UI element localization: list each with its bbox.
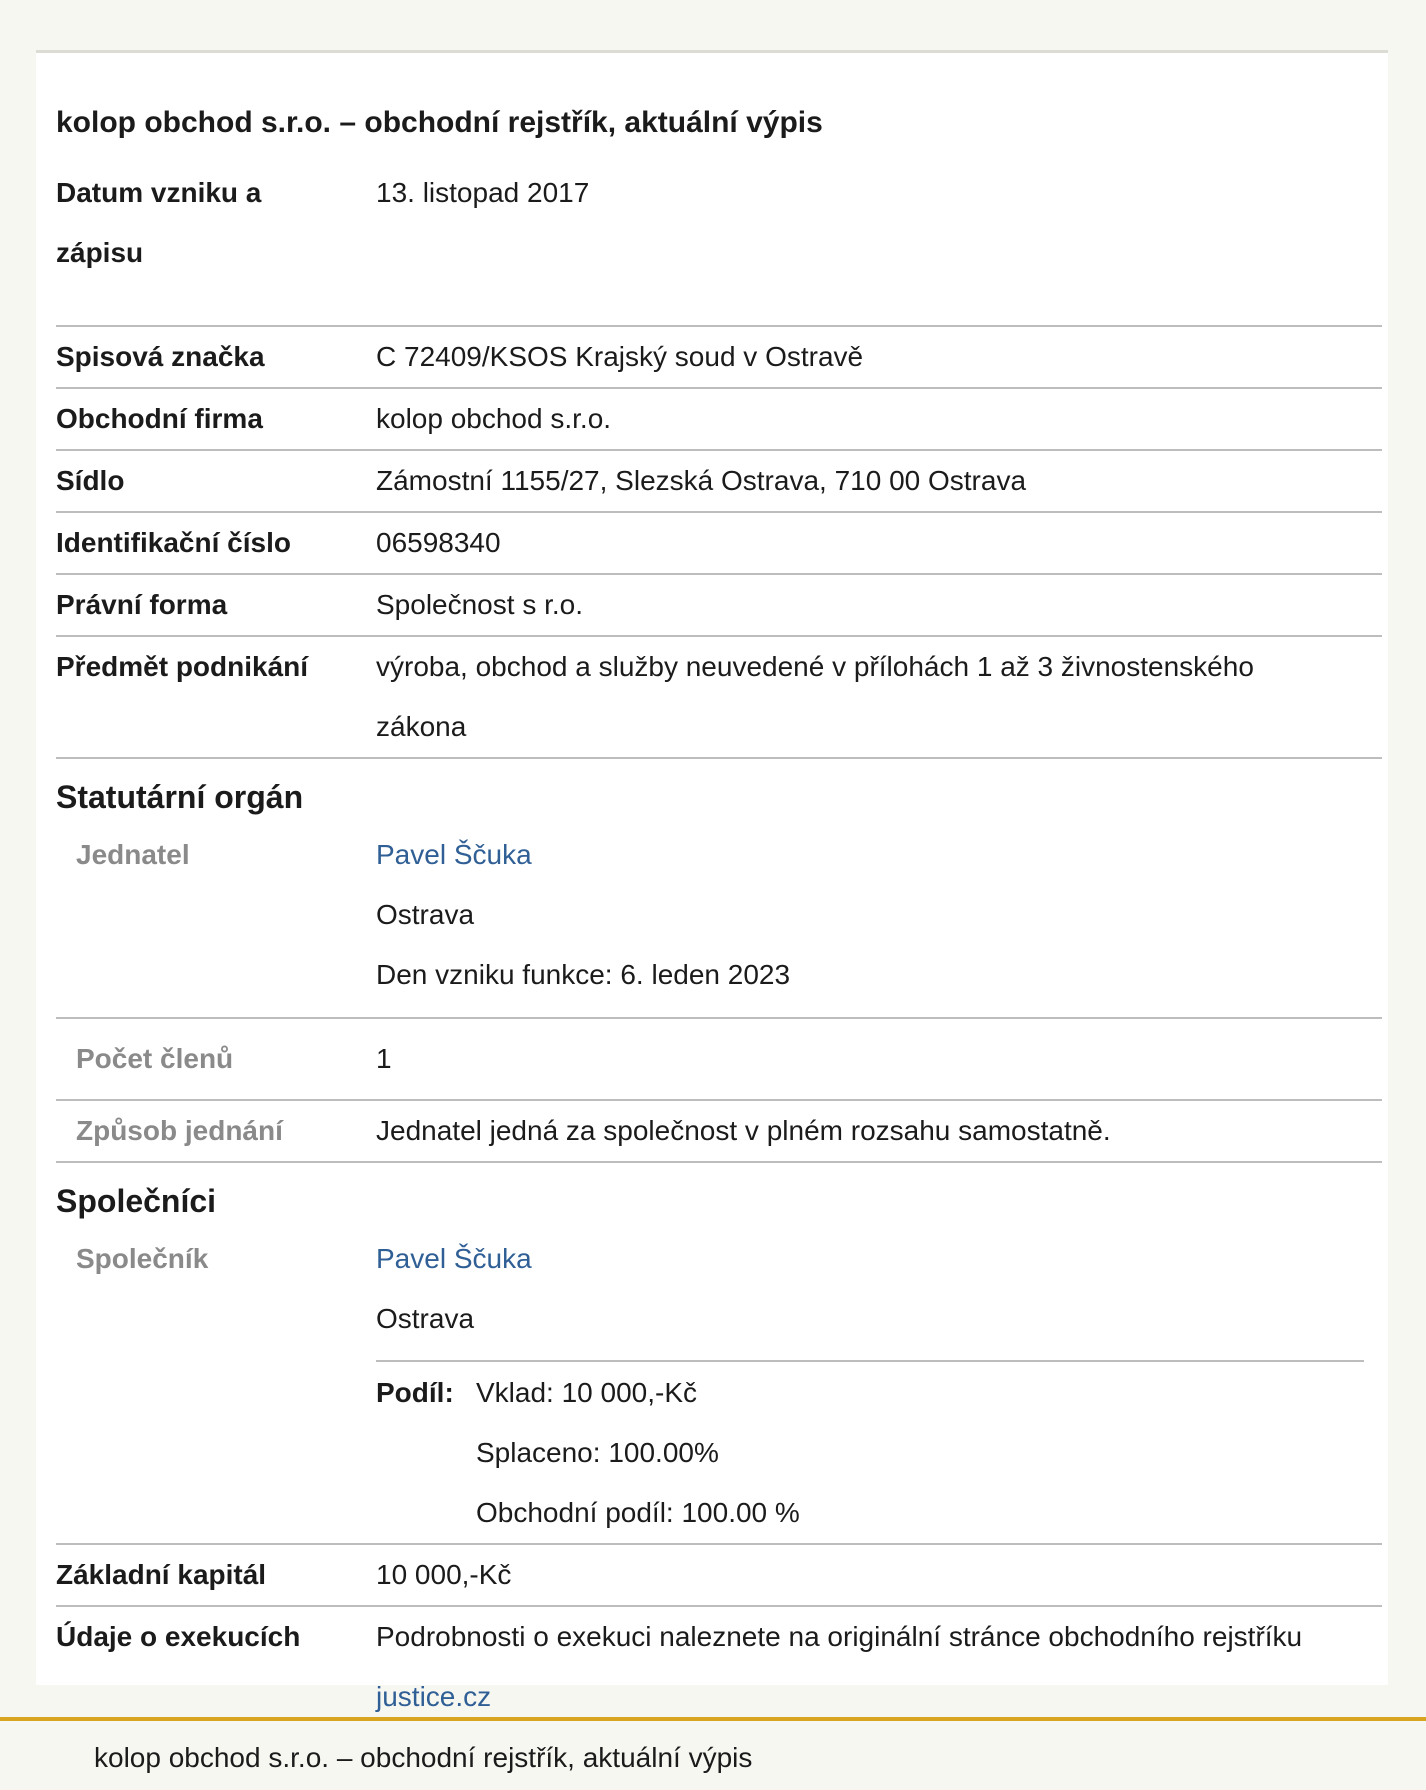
footer-text: kolop obchod s.r.o. – obchodní rejstřík, aktuální výpis [94, 1742, 753, 1773]
podil-label: Podíl: [376, 1377, 454, 1408]
row-value [376, 1607, 1376, 1727]
row-value: 13. listopad 2017 [376, 177, 590, 208]
row-label: Spisová značka [56, 341, 265, 372]
row-pravni-forma [56, 575, 1382, 637]
spolecnik-city: Ostrava [376, 1303, 475, 1334]
section-statutarni-organ: Statutární orgán [56, 779, 304, 815]
row-jednatel [56, 825, 1382, 1019]
row-zpusob-jednani [56, 1101, 1382, 1163]
row-label: Sídlo [56, 465, 125, 496]
row-label: Jednatel [76, 839, 190, 870]
row-value: 1 [376, 1043, 392, 1074]
row-label: Počet členů [76, 1043, 234, 1074]
row-value: Jednatel jedná za společnost v plném rozsahu samostatně. [376, 1115, 1111, 1146]
row-predmet-podnikani [56, 637, 1382, 759]
row-value: Společnost s r.o. [376, 589, 584, 620]
row-label: Základní kapitál [56, 1559, 267, 1590]
register-card [36, 50, 1388, 1712]
page-title: kolop obchod s.r.o. – obchodní rejstřík, aktuální výpis [56, 106, 823, 139]
row-value: kolop obchod s.r.o. [376, 403, 612, 434]
row-label [56, 163, 356, 283]
row-pocet-clenu [56, 1019, 1382, 1101]
podil-divider [376, 1360, 1364, 1362]
row-value [376, 825, 1376, 1005]
row-label: Identifikační číslo [56, 527, 291, 558]
row-label: Údaje o exekucích [56, 1621, 301, 1652]
jednatel-since: Den vzniku funkce: 6. leden 2023 [376, 959, 791, 990]
row-spisova-znacka [56, 327, 1382, 389]
row-value-line: zákona [376, 711, 467, 742]
section-spolecnici: Společníci [56, 1183, 217, 1219]
row-value: Zámostní 1155/27, Slezská Ostrava, 710 00 Ostrava [376, 465, 1027, 496]
row-label: Předmět podnikání [56, 651, 309, 682]
row-udaje-o-exekucich [56, 1607, 1382, 1729]
row-value: 06598340 [376, 527, 501, 558]
justice-link[interactable]: justice.cz [376, 1681, 492, 1712]
row-datum-vzniku [56, 163, 1382, 327]
row-value-line: výroba, obchod a služby neuvedené v přílohách 1 až 3 živnostenského [376, 651, 1254, 682]
footer [0, 1717, 1426, 1790]
row-label: Obchodní firma [56, 403, 263, 434]
jednatel-city: Ostrava [376, 899, 475, 930]
row-label-line: Datum vzniku a [56, 177, 262, 208]
row-spolecnik [56, 1229, 1382, 1545]
row-label-line: zápisu [56, 237, 144, 268]
row-sidlo [56, 451, 1382, 513]
row-value: C 72409/KSOS Krajský soud v Ostravě [376, 341, 864, 372]
row-obchodni-firma [56, 389, 1382, 451]
row-value [376, 637, 1376, 757]
row-label: Právní forma [56, 589, 228, 620]
row-label: Způsob jednání [76, 1115, 283, 1146]
row-zakladni-kapital [56, 1545, 1382, 1607]
row-value [376, 1229, 1376, 1349]
podil-splaceno: Splaceno: 100.00% [476, 1437, 719, 1468]
exekuce-text: Podrobnosti o exekuci naleznete na originální stránce obchodního rejstříku [376, 1621, 1303, 1652]
row-identifikacni-cislo [56, 513, 1382, 575]
jednatel-name-link[interactable]: Pavel Ščuka [376, 839, 532, 870]
spolecnik-name-link[interactable]: Pavel Ščuka [376, 1243, 532, 1274]
podil-vklad: Vklad: 10 000,-Kč [476, 1377, 698, 1408]
row-label: Společník [76, 1243, 209, 1274]
podil-obchodni-podil: Obchodní podíl: 100.00 % [476, 1497, 800, 1528]
row-value: 10 000,-Kč [376, 1559, 512, 1590]
